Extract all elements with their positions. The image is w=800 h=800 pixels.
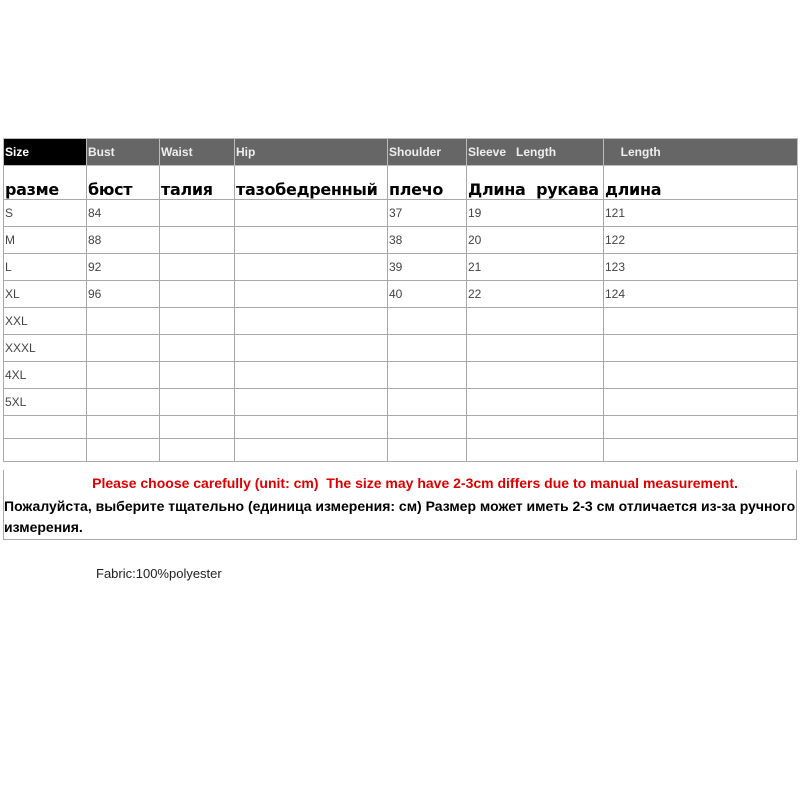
table-cell: 22 <box>467 281 604 308</box>
table-cell <box>388 335 467 362</box>
table-cell <box>87 335 160 362</box>
table-cell <box>235 308 388 335</box>
table-cell: M <box>4 227 87 254</box>
table-cell <box>160 439 235 462</box>
table-cell: 19 <box>467 200 604 227</box>
table-cell: XXXL <box>4 335 87 362</box>
table-cell <box>87 439 160 462</box>
table-row <box>4 200 798 227</box>
table-cell <box>160 254 235 281</box>
header-sleeve-length: Sleeve Length <box>467 139 604 166</box>
header-ru-bust: бюст <box>87 166 160 200</box>
header-bust: Bust <box>87 139 160 166</box>
header-ru-size: разме <box>4 166 87 200</box>
table-cell <box>160 200 235 227</box>
note-english: Please choose carefully (unit: cm) The size may have 2-3cm differs due to manual measurement. <box>92 475 738 491</box>
notes-box <box>3 470 797 540</box>
note-russian: Пожалуйста, выберите тщательно (единица измерения: см) Размер может иметь 2-3 см отличается из-за ручного измерения. <box>4 498 796 535</box>
table-cell: 92 <box>87 254 160 281</box>
table-cell: 37 <box>388 200 467 227</box>
table-cell <box>467 416 604 439</box>
table-cell <box>87 416 160 439</box>
table-row <box>4 416 798 439</box>
header-ru-sleeve: Длина рукава <box>467 166 604 200</box>
table-cell <box>235 200 388 227</box>
table-cell <box>235 416 388 439</box>
header-hip: Hip <box>235 139 388 166</box>
table-cell <box>467 389 604 416</box>
header-waist: Waist <box>160 139 235 166</box>
table-cell <box>467 362 604 389</box>
table-cell <box>388 389 467 416</box>
table-cell: L <box>4 254 87 281</box>
table-cell: 21 <box>467 254 604 281</box>
table-cell <box>604 389 798 416</box>
header-ru-waist: талия <box>160 166 235 200</box>
table-cell <box>235 281 388 308</box>
table-row <box>4 308 798 335</box>
table-cell <box>160 416 235 439</box>
table-row <box>4 335 798 362</box>
table-cell <box>235 335 388 362</box>
table-row <box>4 254 798 281</box>
table-cell <box>604 308 798 335</box>
header-ru-shoulder: плечо <box>388 166 467 200</box>
table-cell: 96 <box>87 281 160 308</box>
table-cell: S <box>4 200 87 227</box>
table-row <box>4 389 798 416</box>
table-cell <box>604 416 798 439</box>
table-cell <box>388 308 467 335</box>
table-cell <box>604 362 798 389</box>
table-cell: 40 <box>388 281 467 308</box>
table-row <box>4 362 798 389</box>
table-cell <box>388 439 467 462</box>
table-cell <box>388 362 467 389</box>
table-cell <box>235 362 388 389</box>
table-row <box>4 227 798 254</box>
table-cell: 122 <box>604 227 798 254</box>
table-cell <box>467 439 604 462</box>
header-length: Length <box>604 139 798 166</box>
table-cell: 124 <box>604 281 798 308</box>
header-ru-length: длина <box>604 166 798 200</box>
table-cell: 20 <box>467 227 604 254</box>
table-cell <box>4 416 87 439</box>
table-cell <box>160 308 235 335</box>
size-chart-table <box>3 138 798 462</box>
table-cell <box>235 389 388 416</box>
table-cell <box>87 308 160 335</box>
header-ru-hip: тазобедренный <box>235 166 388 200</box>
header-size: Size <box>4 139 87 166</box>
fabric-label: Fabric:100%polyester <box>96 566 222 581</box>
table-cell <box>87 389 160 416</box>
table-cell <box>160 227 235 254</box>
header-row <box>4 139 798 166</box>
table-cell: 5XL <box>4 389 87 416</box>
header-row-russian <box>4 166 798 200</box>
table-cell: 123 <box>604 254 798 281</box>
table-cell <box>604 439 798 462</box>
table-cell <box>160 389 235 416</box>
table-cell <box>235 227 388 254</box>
table-cell: 84 <box>87 200 160 227</box>
table-cell <box>160 362 235 389</box>
header-shoulder: Shoulder <box>388 139 467 166</box>
table-cell: XL <box>4 281 87 308</box>
table-cell: 39 <box>388 254 467 281</box>
table-cell <box>87 362 160 389</box>
table-cell <box>388 416 467 439</box>
table-cell <box>467 308 604 335</box>
table-cell <box>235 439 388 462</box>
table-cell <box>4 439 87 462</box>
table-cell: 88 <box>87 227 160 254</box>
table-row <box>4 281 798 308</box>
table-cell: 121 <box>604 200 798 227</box>
table-cell <box>604 335 798 362</box>
table-cell <box>235 254 388 281</box>
table-cell <box>160 335 235 362</box>
table-cell: XXL <box>4 308 87 335</box>
table-cell <box>467 335 604 362</box>
table-row <box>4 439 798 462</box>
table-cell: 38 <box>388 227 467 254</box>
table-cell <box>160 281 235 308</box>
table-cell: 4XL <box>4 362 87 389</box>
